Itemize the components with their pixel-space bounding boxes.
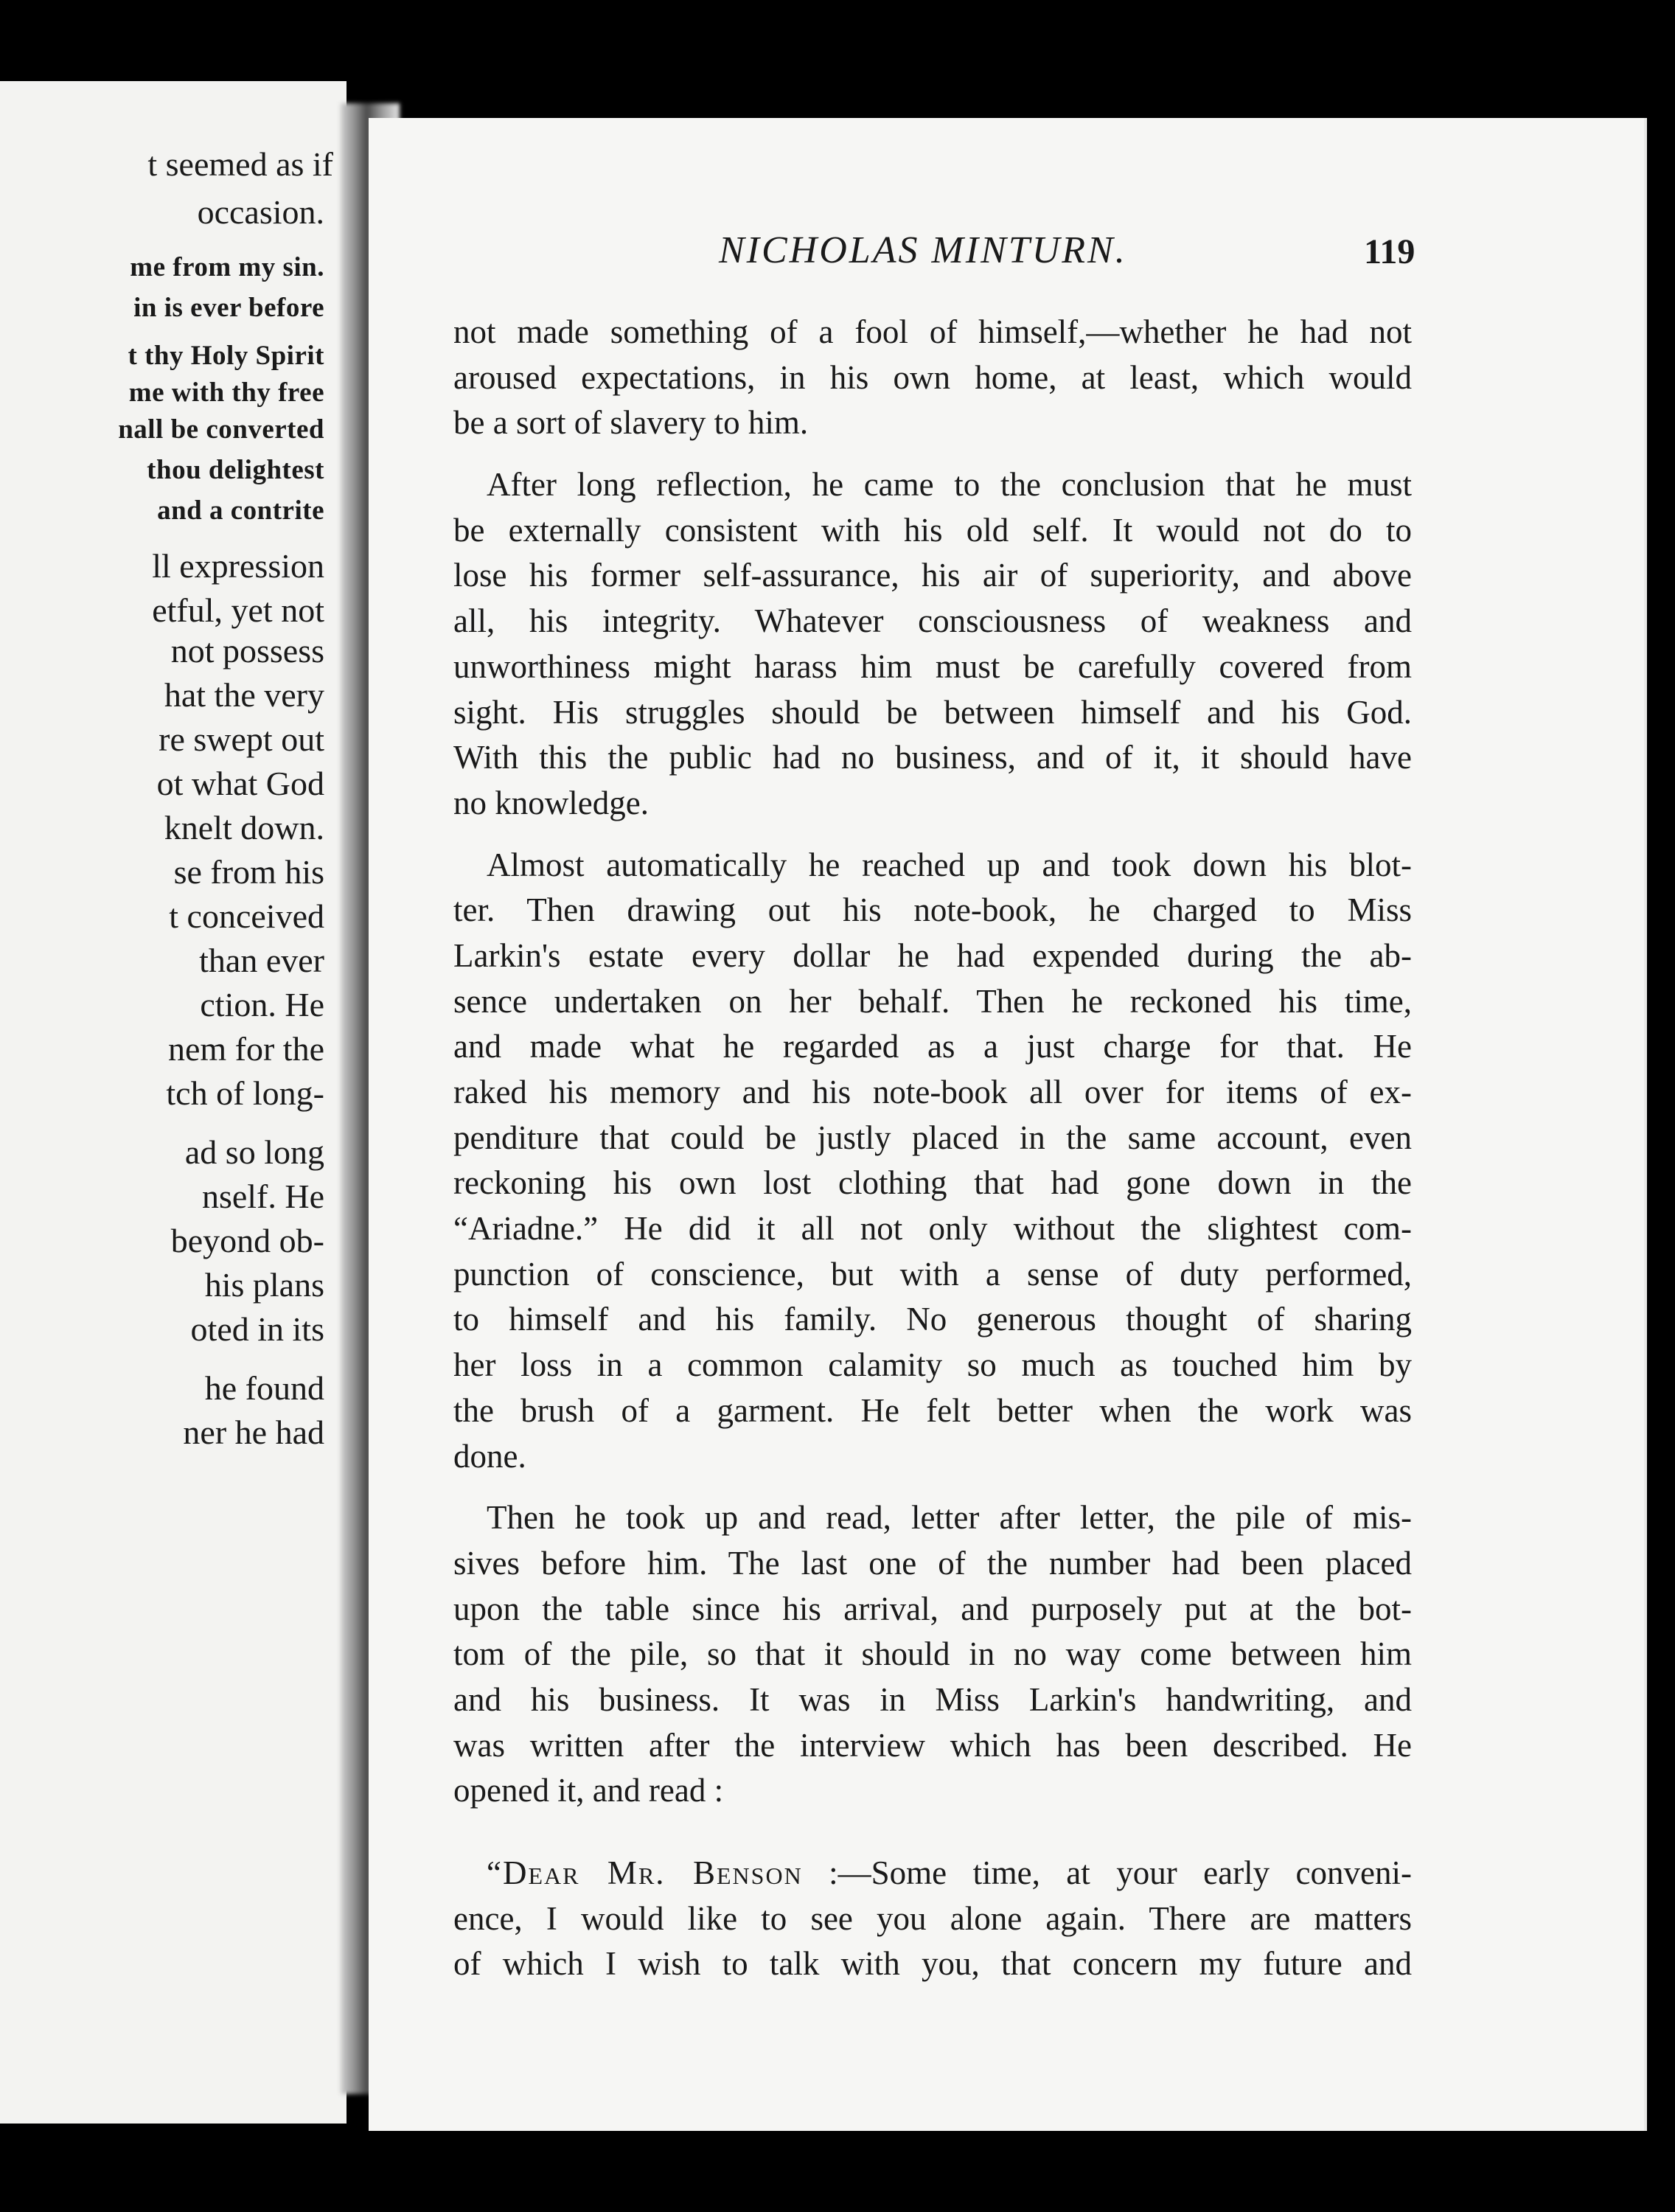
left-page-line: not possess <box>170 632 324 669</box>
text-line: punction of conscience, but with a sense of duty performed, <box>453 1255 1412 1293</box>
left-page-line: t thy Holy Spirit <box>128 341 324 371</box>
left-page-line: thou delightest <box>147 455 324 485</box>
left-page-line: in is ever before <box>133 293 324 323</box>
left-page-line: nall be converted <box>118 414 324 445</box>
paragraph-gap <box>453 827 1412 843</box>
paragraph <box>453 843 1412 1480</box>
text-line: Almost automatically he reached up and took down his blot- <box>487 846 1412 883</box>
left-page-line: than ever <box>199 942 324 979</box>
text-line: sight. His struggles should be between himself and his God. <box>453 693 1412 731</box>
left-page-line: and a contrite <box>157 495 324 526</box>
letter-line: of which I wish to talk with you, that concern my future and <box>453 1945 1412 1983</box>
left-page-line: t conceived <box>169 897 324 935</box>
left-page-line: ad so long <box>184 1133 324 1171</box>
left-page-line: re swept out <box>159 720 324 758</box>
text-line: no knowledge. <box>453 784 649 821</box>
text-line: raked his memory and his note-book all over for items of ex- <box>453 1074 1412 1110</box>
letter-first-line-rest: :—Some time, at your early conveni- <box>802 1854 1412 1891</box>
left-page-line: he found <box>204 1369 324 1407</box>
left-page-line: ner he had <box>183 1413 324 1451</box>
text-line: lose his former self-assurance, his air of superiority, and above <box>453 557 1412 594</box>
text-line: to himself and his family. No generous thought of sharing <box>453 1301 1412 1338</box>
letter-first-line <box>453 1851 1412 1896</box>
text-line: “Ariadne.” He did it all not only without the slightest com- <box>453 1210 1412 1248</box>
text-line: penditure that could be justly placed in the same account, even <box>453 1119 1412 1156</box>
text-line: and made what he regarded as a just charge for that. He <box>453 1028 1412 1065</box>
left-page-line: t seemed as if <box>147 145 333 183</box>
left-page-line: se from his <box>173 853 324 891</box>
left-page-line: me from my sin. <box>130 252 324 282</box>
text-line: her loss in a common calamity so much as touched him by <box>453 1346 1412 1384</box>
left-page-line: ot what God <box>156 765 324 802</box>
text-line: unworthiness might harass him must be carefully covered from <box>453 647 1412 685</box>
text-line: upon the table since his arrival, and purposely put at the bot- <box>453 1590 1412 1627</box>
page-header <box>719 229 1456 280</box>
paragraph <box>453 1495 1412 1814</box>
page-number: 119 <box>1364 232 1415 271</box>
text-line: aroused expectations, in his own home, at least, which would <box>453 358 1412 396</box>
paragraph <box>453 310 1412 446</box>
left-page-line: me with thy free <box>128 378 324 408</box>
text-line: be a sort of slavery to him. <box>453 404 809 442</box>
left-page <box>0 81 347 2124</box>
text-line: After long reflection, he came to the conclusion that he must <box>487 466 1412 504</box>
text-line: the brush of a garment. He felt better when the work was <box>453 1391 1412 1429</box>
text-line: done. <box>453 1437 526 1475</box>
left-page-line: nem for the <box>167 1030 324 1068</box>
left-page-line: etful, yet not <box>152 591 324 629</box>
text-line: sives before him. The last one of the number had been placed <box>453 1544 1412 1582</box>
text-line: be externally consistent with his old self. It would not do to <box>453 511 1412 549</box>
left-page-line: beyond ob- <box>170 1222 324 1259</box>
left-page-line: his plans <box>204 1266 324 1304</box>
quoted-letter <box>453 1851 1412 1987</box>
letter-salutation: “Dear Mr. Benson <box>487 1854 803 1891</box>
text-line: Then he took up and read, letter after letter, the pile of mis- <box>487 1499 1412 1537</box>
left-page-line: hat the very <box>164 676 324 714</box>
page-body <box>453 310 1412 1987</box>
text-line: not made something of a fool of himself,—whether he had not <box>453 313 1412 350</box>
text-line: was written after the interview which has been described. He <box>453 1726 1412 1764</box>
left-page-line: tch of long- <box>166 1074 324 1112</box>
text-line: all, his integrity. Whatever consciousness of weakness and <box>453 602 1412 640</box>
letter-gap <box>453 1814 1412 1851</box>
text-line: opened it, and read : <box>453 1772 724 1809</box>
paragraph-gap <box>453 446 1412 462</box>
text-line: With this the public had no business, and of it, it should have <box>453 739 1412 776</box>
left-page-line: occasion. <box>197 193 324 231</box>
left-page-line: oted in its <box>190 1310 324 1348</box>
text-line: Larkin's estate every dollar he had expended during the ab- <box>453 936 1412 974</box>
left-page-line: nself. He <box>201 1178 324 1215</box>
paragraph-gap <box>453 1479 1412 1495</box>
left-page-line: knelt down. <box>164 809 324 846</box>
text-line: ter. Then drawing out his note-book, he charged to Miss <box>453 891 1412 929</box>
text-line: sence undertaken on her behalf. Then he reckoned his time, <box>453 982 1412 1020</box>
text-line: reckoning his own lost clothing that had gone down in the <box>453 1164 1412 1202</box>
text-line: and his business. It was in Miss Larkin's handwriting, and <box>453 1680 1412 1718</box>
paragraph <box>453 462 1412 827</box>
left-page-line: ction. He <box>200 986 324 1023</box>
letter-line: ence, I would like to see you alone again. There are matters <box>453 1899 1412 1937</box>
left-page-line: ll expression <box>152 547 324 585</box>
text-line: tom of the pile, so that it should in no way come between him <box>453 1635 1412 1673</box>
running-title: NICHOLAS MINTURN. <box>719 229 1127 271</box>
